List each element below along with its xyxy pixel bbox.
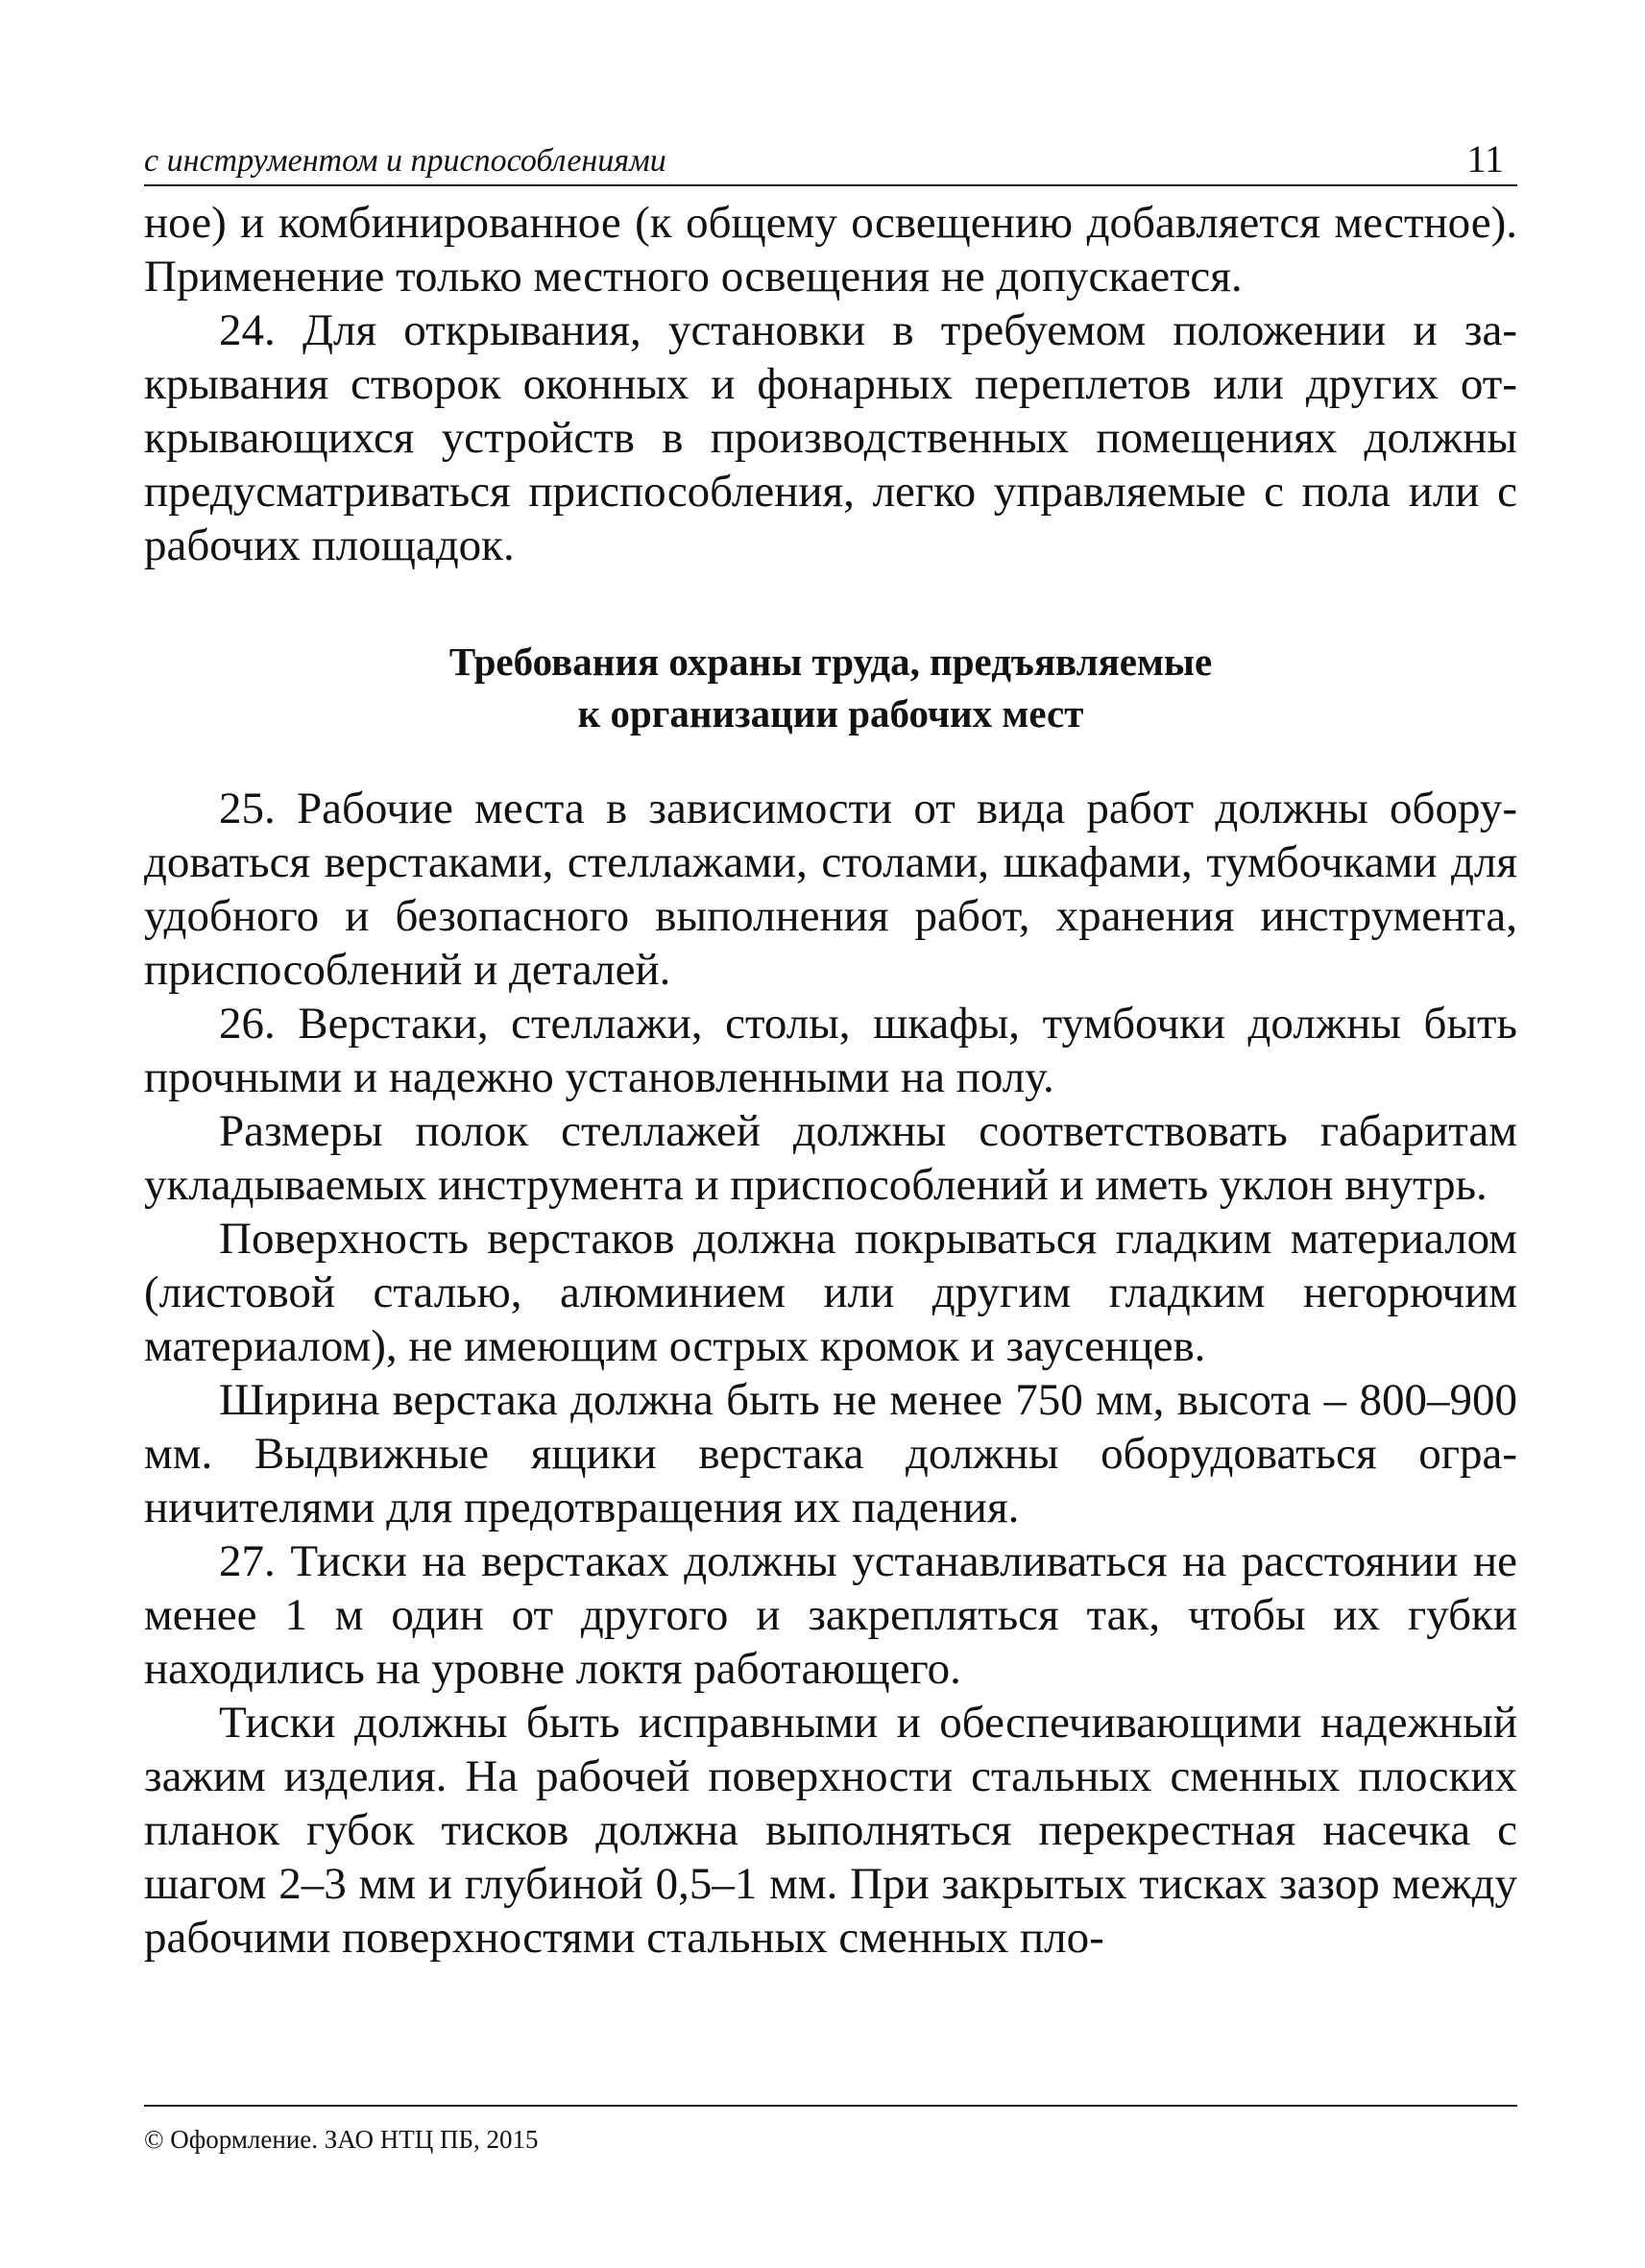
- paragraph-item-24: 24. Для открывания, установки в требуемом положении и закрывания створок оконных и фонарных переплетов или других открывающихся устройств в производственных помещениях должны предусматриваться приспособления, легко управляемые с пола или с рабочих площадок.: [144, 305, 1517, 570]
- body-text: [144, 196, 1517, 1965]
- section-heading: [144, 636, 1517, 739]
- page: [144, 125, 1517, 1965]
- footer: [144, 2105, 1517, 2155]
- running-header: [144, 125, 1517, 186]
- paragraph-item-26: 26. Верстаки, стеллажи, столы, шкафы, тумбочки должны быть прочными и надежно установленными на полу.: [144, 999, 1517, 1102]
- section-heading-line-1: Требования охраны труда, предъявляемые: [448, 639, 1213, 684]
- paragraph-vise: Тиски должны быть исправными и обеспечивающими надежный зажим изделия. На рабочей поверхности стальных сменных плоских планок губок тисков должна выполняться перекрестная насечка с шагом 2–3 мм и глубиной 0,5–1 мм. При закрытых тисках зазор между рабочими поверхностями стальных сменных пло-: [144, 1698, 1517, 1963]
- paragraph-workbench-surface: Поверхность верстаков должна покрываться гладким материалом (листовой сталью, алюминием или другим гладким негорючим материалом), не имеющим острых кромок и заусенцев.: [144, 1214, 1517, 1371]
- page-number: 11: [1466, 137, 1504, 181]
- paragraph-shelves: Размеры полок стеллажей должны соответствовать габаритам укладываемых инструмента и приспособлений и иметь уклон внутрь.: [144, 1106, 1517, 1210]
- paragraph-continuation: ное) и комбинированное (к общему освещению добавляется местное). Применение только местного освещения не допускается.: [144, 198, 1517, 302]
- running-title: с инструментом и приспособлениями: [144, 143, 666, 179]
- section-heading-line-2: к организации рабочих мест: [577, 691, 1084, 736]
- paragraph-item-25: 25. Рабочие места в зависимости от вида работ должны оборудоваться верстаками, стеллажами, столами, шкафами, тумбочками для удобного и безопасного выполнения работ, хранения инструмента, приспособлений и деталей.: [144, 784, 1517, 995]
- paragraph-workbench-size: Ширина верстака должна быть не менее 750 мм, высота – 800–900 мм. Выдвижные ящики верстака должны оборудоваться ограничителями для предотвращения их падения.: [144, 1375, 1517, 1532]
- paragraph-item-27: 27. Тиски на верстаках должны устанавливаться на расстоянии не менее 1 м один от другого и закрепляться так, чтобы их губки находились на уровне локтя работающего.: [144, 1536, 1517, 1694]
- copyright-notice: © Оформление. ЗАО НТЦ ПБ, 2015: [144, 2125, 539, 2154]
